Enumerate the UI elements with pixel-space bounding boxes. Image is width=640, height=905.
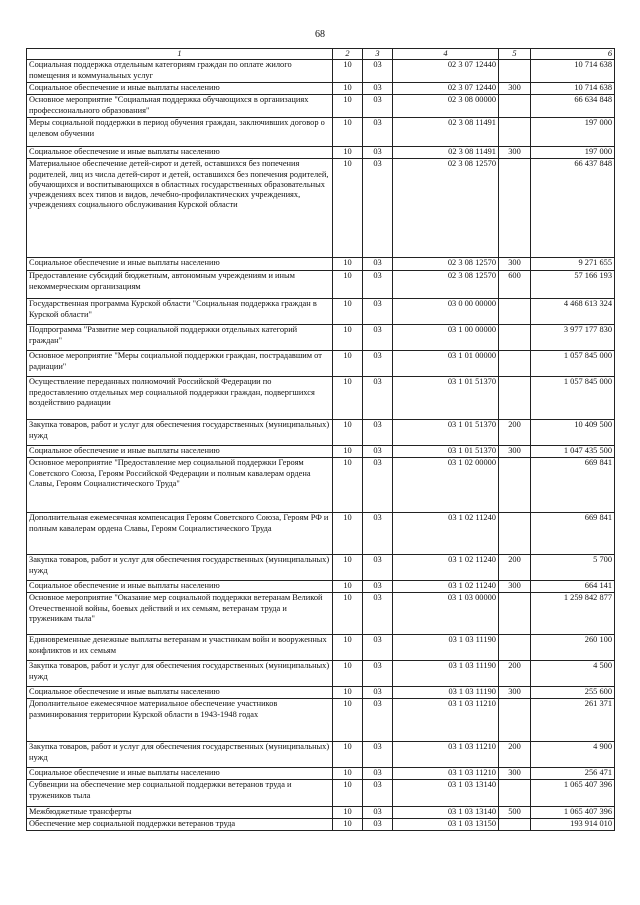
- row-subsection: 03: [363, 742, 393, 768]
- row-expense-type: [499, 60, 531, 83]
- row-name: Единовременные денежные выплаты ветеранам и участникам войн и вооруженных конфликтов и их семьям: [27, 635, 333, 661]
- row-section: 10: [333, 807, 363, 819]
- row-name: Основное мероприятие "Меры социальной поддержки граждан, пострадавшим от радиации": [27, 351, 333, 377]
- header-col-4: 4: [393, 49, 499, 60]
- row-expense-type: 300: [499, 768, 531, 780]
- row-expense-type: 300: [499, 147, 531, 159]
- row-section: 10: [333, 325, 363, 351]
- row-target-code: 03 1 02 11240: [393, 513, 499, 555]
- row-target-code: 02 3 08 12570: [393, 271, 499, 299]
- row-expense-type: 300: [499, 258, 531, 271]
- table-row: [27, 555, 615, 581]
- row-section: 10: [333, 780, 363, 807]
- table-row: [27, 377, 615, 420]
- row-section: 10: [333, 271, 363, 299]
- row-subsection: 03: [363, 635, 393, 661]
- row-section: 10: [333, 351, 363, 377]
- row-amount: 197 000: [531, 147, 615, 159]
- row-amount: 664 141: [531, 581, 615, 593]
- row-expense-type: 300: [499, 446, 531, 458]
- row-section: 10: [333, 299, 363, 325]
- table-row: [27, 807, 615, 819]
- row-expense-type: [499, 513, 531, 555]
- row-amount: 261 371: [531, 699, 615, 742]
- table-row: [27, 819, 615, 831]
- row-name: Закупка товаров, работ и услуг для обеспечения государственных (муниципальных) нужд: [27, 420, 333, 446]
- row-section: 10: [333, 513, 363, 555]
- row-name: Социальное обеспечение и иные выплаты населению: [27, 147, 333, 159]
- row-subsection: 03: [363, 780, 393, 807]
- row-name: Социальное обеспечение и иные выплаты населению: [27, 258, 333, 271]
- row-expense-type: [499, 377, 531, 420]
- row-subsection: 03: [363, 147, 393, 159]
- row-name: Подпрограмма "Развитие мер социальной поддержки отдельных категорий граждан": [27, 325, 333, 351]
- row-expense-type: [499, 635, 531, 661]
- row-section: 10: [333, 555, 363, 581]
- row-expense-type: [499, 819, 531, 831]
- row-subsection: 03: [363, 325, 393, 351]
- row-name: Закупка товаров, работ и услуг для обеспечения государственных (муниципальных) нужд: [27, 555, 333, 581]
- row-subsection: 03: [363, 95, 393, 118]
- row-amount: 5 700: [531, 555, 615, 581]
- table-row: [27, 420, 615, 446]
- table-row: [27, 661, 615, 687]
- row-subsection: 03: [363, 593, 393, 635]
- row-amount: 10 714 638: [531, 60, 615, 83]
- table-row: [27, 147, 615, 159]
- row-amount: 4 468 613 324: [531, 299, 615, 325]
- row-amount: 10 714 638: [531, 83, 615, 95]
- row-name: Материальное обеспечение детей-сирот и детей, оставшихся без попечения родителей, лиц из числа детей-сирот и детей, оставшихся без попечения родителей, обучающихся и воспитывающихся в областных государственных образовательных учреждениях всех типов и видов, лечебно-профилактических учреждениях, учреждениях социального обслуживания Курской области: [27, 159, 333, 258]
- table-row: [27, 699, 615, 742]
- row-section: 10: [333, 118, 363, 147]
- row-expense-type: [499, 299, 531, 325]
- row-subsection: 03: [363, 271, 393, 299]
- row-target-code: 03 1 01 51370: [393, 446, 499, 458]
- row-subsection: 03: [363, 699, 393, 742]
- row-expense-type: [499, 458, 531, 513]
- row-amount: 669 841: [531, 513, 615, 555]
- row-target-code: 03 1 02 11240: [393, 555, 499, 581]
- table-row: [27, 446, 615, 458]
- row-expense-type: 200: [499, 555, 531, 581]
- row-name: Меры социальной поддержки в период обучения граждан, заключивших договор о целевом обучении: [27, 118, 333, 147]
- row-expense-type: 300: [499, 687, 531, 699]
- row-target-code: 03 1 03 13140: [393, 807, 499, 819]
- header-row: [27, 49, 615, 60]
- row-amount: 9 271 655: [531, 258, 615, 271]
- row-amount: 4 500: [531, 661, 615, 687]
- row-target-code: 03 1 03 11210: [393, 699, 499, 742]
- row-target-code: 02 3 08 12570: [393, 258, 499, 271]
- page-number: 68: [315, 29, 325, 40]
- row-amount: 1 259 842 877: [531, 593, 615, 635]
- row-expense-type: [499, 699, 531, 742]
- row-subsection: 03: [363, 458, 393, 513]
- row-target-code: 03 0 00 00000: [393, 299, 499, 325]
- row-amount: 4 900: [531, 742, 615, 768]
- table-row: [27, 351, 615, 377]
- table-row: [27, 581, 615, 593]
- row-target-code: 03 1 01 00000: [393, 351, 499, 377]
- row-target-code: 03 1 02 00000: [393, 458, 499, 513]
- row-section: 10: [333, 95, 363, 118]
- row-section: 10: [333, 159, 363, 258]
- row-name: Осуществление переданных полномочий Российской Федерации по предоставлению отдельных мер социальной поддержки граждан, подвергшихся воздействию радиации: [27, 377, 333, 420]
- row-amount: 57 166 193: [531, 271, 615, 299]
- row-amount: 10 409 500: [531, 420, 615, 446]
- row-target-code: 02 3 08 11491: [393, 118, 499, 147]
- row-expense-type: 300: [499, 581, 531, 593]
- row-name: Социальное обеспечение и иные выплаты населению: [27, 687, 333, 699]
- row-section: 10: [333, 581, 363, 593]
- row-section: 10: [333, 593, 363, 635]
- row-target-code: 03 1 03 11190: [393, 687, 499, 699]
- row-section: 10: [333, 377, 363, 420]
- row-subsection: 03: [363, 446, 393, 458]
- header-col-6: 6: [531, 49, 615, 60]
- row-subsection: 03: [363, 83, 393, 95]
- table-row: [27, 159, 615, 258]
- row-name: Обеспечение мер социальной поддержки ветеранов труда: [27, 819, 333, 831]
- header-col-2: 2: [333, 49, 363, 60]
- table-row: [27, 742, 615, 768]
- row-target-code: 03 1 03 13140: [393, 780, 499, 807]
- row-amount: 1 065 407 396: [531, 780, 615, 807]
- row-section: 10: [333, 742, 363, 768]
- row-subsection: 03: [363, 377, 393, 420]
- row-target-code: 03 1 01 51370: [393, 420, 499, 446]
- row-subsection: 03: [363, 513, 393, 555]
- table-row: [27, 271, 615, 299]
- row-amount: 197 000: [531, 118, 615, 147]
- row-target-code: 02 3 08 00000: [393, 95, 499, 118]
- row-section: 10: [333, 258, 363, 271]
- row-subsection: 03: [363, 420, 393, 446]
- row-subsection: 03: [363, 768, 393, 780]
- row-expense-type: [499, 95, 531, 118]
- row-expense-type: 200: [499, 661, 531, 687]
- row-section: 10: [333, 458, 363, 513]
- row-expense-type: [499, 325, 531, 351]
- header-col-1: 1: [27, 49, 333, 60]
- row-subsection: 03: [363, 661, 393, 687]
- row-expense-type: 300: [499, 83, 531, 95]
- header-col-5: 5: [499, 49, 531, 60]
- row-name: Социальное обеспечение и иные выплаты населению: [27, 83, 333, 95]
- row-amount: 1 065 407 396: [531, 807, 615, 819]
- row-name: Основное мероприятие "Предоставление мер социальной поддержки Героям Советского Союза, Героям Российской Федерации и полным кавалерам ордена Славы, Героям Социалистического Труда": [27, 458, 333, 513]
- row-expense-type: 200: [499, 742, 531, 768]
- row-expense-type: [499, 159, 531, 258]
- row-expense-type: [499, 351, 531, 377]
- row-amount: 66 437 848: [531, 159, 615, 258]
- table-row: [27, 258, 615, 271]
- row-name: Предоставление субсидий бюджетным, автономным учреждениям и иным некоммерческим организациям: [27, 271, 333, 299]
- row-name: Социальное обеспечение и иные выплаты населению: [27, 446, 333, 458]
- row-amount: 260 100: [531, 635, 615, 661]
- row-subsection: 03: [363, 118, 393, 147]
- budget-table: [26, 48, 615, 831]
- row-target-code: 03 1 03 11190: [393, 661, 499, 687]
- row-target-code: 03 1 01 51370: [393, 377, 499, 420]
- row-name: Социальное обеспечение и иные выплаты населению: [27, 581, 333, 593]
- row-amount: 669 841: [531, 458, 615, 513]
- row-section: 10: [333, 446, 363, 458]
- table-row: [27, 687, 615, 699]
- row-name: Основное мероприятие "Оказание мер социальной поддержки ветеранам Великой Отечественной войны, боевых действий и их семьям, ветеранам труда и труженикам тыла": [27, 593, 333, 635]
- row-name: Государственная программа Курской области "Социальная поддержка граждан в Курской области": [27, 299, 333, 325]
- table-row: [27, 83, 615, 95]
- row-target-code: 03 1 03 11210: [393, 768, 499, 780]
- row-expense-type: 200: [499, 420, 531, 446]
- row-target-code: 03 1 03 11190: [393, 635, 499, 661]
- table-row: [27, 95, 615, 118]
- row-amount: 3 977 177 830: [531, 325, 615, 351]
- row-name: Социальное обеспечение и иные выплаты населению: [27, 768, 333, 780]
- table-row: [27, 118, 615, 147]
- row-expense-type: 500: [499, 807, 531, 819]
- row-subsection: 03: [363, 159, 393, 258]
- row-expense-type: [499, 118, 531, 147]
- row-target-code: 02 3 07 12440: [393, 60, 499, 83]
- table-row: [27, 780, 615, 807]
- row-subsection: 03: [363, 258, 393, 271]
- row-target-code: 03 1 03 11210: [393, 742, 499, 768]
- row-name: Дополнительная ежемесячная компенсация Героям Советского Союза, Героям РФ и полным кавалерам ордена Славы, Героям Социалистического Труда: [27, 513, 333, 555]
- table-row: [27, 768, 615, 780]
- row-expense-type: 600: [499, 271, 531, 299]
- table-row: [27, 593, 615, 635]
- row-target-code: 03 1 03 13150: [393, 819, 499, 831]
- header-col-3: 3: [363, 49, 393, 60]
- row-name: Дополнительное ежемесячное материальное обеспечение участников разминирования территории Курской области в 1943-1948 годах: [27, 699, 333, 742]
- row-subsection: 03: [363, 581, 393, 593]
- row-section: 10: [333, 768, 363, 780]
- row-name: Межбюджетные трансферты: [27, 807, 333, 819]
- row-section: 10: [333, 635, 363, 661]
- row-amount: 66 634 848: [531, 95, 615, 118]
- row-section: 10: [333, 699, 363, 742]
- table-row: [27, 635, 615, 661]
- row-target-code: 03 1 03 00000: [393, 593, 499, 635]
- row-name: Закупка товаров, работ и услуг для обеспечения государственных (муниципальных) нужд: [27, 742, 333, 768]
- row-name: Закупка товаров, работ и услуг для обеспечения государственных (муниципальных) нужд: [27, 661, 333, 687]
- row-subsection: 03: [363, 555, 393, 581]
- row-target-code: 02 3 07 12440: [393, 83, 499, 95]
- row-target-code: 03 1 02 11240: [393, 581, 499, 593]
- row-subsection: 03: [363, 687, 393, 699]
- row-subsection: 03: [363, 299, 393, 325]
- row-expense-type: [499, 780, 531, 807]
- row-name: Основное мероприятие "Социальная поддержка обучающихся в организациях профессионального образования": [27, 95, 333, 118]
- row-subsection: 03: [363, 807, 393, 819]
- table-row: [27, 60, 615, 83]
- row-section: 10: [333, 661, 363, 687]
- row-subsection: 03: [363, 60, 393, 83]
- table-row: [27, 513, 615, 555]
- row-section: 10: [333, 147, 363, 159]
- row-section: 10: [333, 60, 363, 83]
- row-section: 10: [333, 819, 363, 831]
- row-amount: 1 057 845 000: [531, 377, 615, 420]
- table-row: [27, 299, 615, 325]
- row-amount: 1 047 435 500: [531, 446, 615, 458]
- row-section: 10: [333, 83, 363, 95]
- row-section: 10: [333, 687, 363, 699]
- row-expense-type: [499, 593, 531, 635]
- row-amount: 193 914 010: [531, 819, 615, 831]
- row-amount: 255 600: [531, 687, 615, 699]
- row-amount: 1 057 845 000: [531, 351, 615, 377]
- row-section: 10: [333, 420, 363, 446]
- row-target-code: 02 3 08 12570: [393, 159, 499, 258]
- row-name: Субвенции на обеспечение мер социальной поддержки ветеранов труда и тружеников тыла: [27, 780, 333, 807]
- row-amount: 256 471: [531, 768, 615, 780]
- row-target-code: 02 3 08 11491: [393, 147, 499, 159]
- table-row: [27, 325, 615, 351]
- row-subsection: 03: [363, 819, 393, 831]
- row-target-code: 03 1 00 00000: [393, 325, 499, 351]
- table-row: [27, 458, 615, 513]
- row-name: Социальная поддержка отдельным категориям граждан по оплате жилого помещения и коммунальных услуг: [27, 60, 333, 83]
- row-subsection: 03: [363, 351, 393, 377]
